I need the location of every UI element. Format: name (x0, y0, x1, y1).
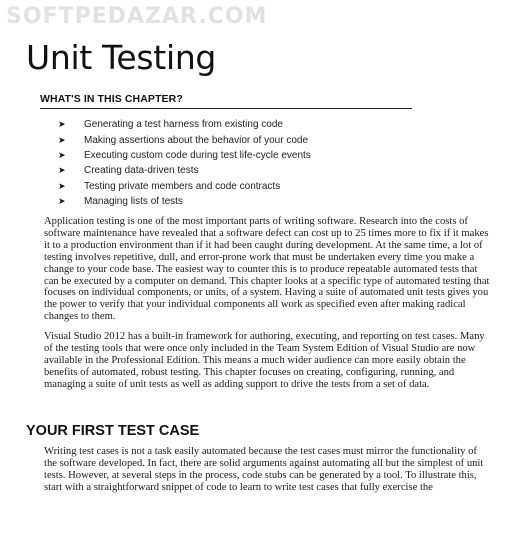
section-heading: YOUR FIRST TEST CASE (26, 423, 200, 439)
arrow-bullet-icon: ➤ (58, 196, 66, 207)
list-item (40, 117, 412, 132)
first-test-case-paragraph: Writing test cases is not a task easily automated because the test cases must mirror the functionality of the software developed. In fact, there are solid arguments against automating all but the simplest of unit tests. However, at several steps in the process, code stubs can be generated by a tool. To illustrate this, start with a straightforward snippet of code to learn to write test cases that fully exercise the (44, 446, 484, 493)
list-item-text: Creating data-driven tests (84, 165, 199, 177)
whats-in-chapter-box (40, 93, 412, 209)
list-item-text: Making assertions about the behavior of your code (84, 134, 309, 146)
arrow-bullet-icon: ➤ (58, 149, 66, 160)
intro-paragraph: Application testing is one of the most important parts of writing software. Research into the costs of software maintenance have revealed that a software defect can cost up to 25 times more to fix if it makes it to a production environment than if it had been caught during development. At the same time, a lot of testing involves repetitive, dull, and error-prone work that must be undertaken every time you make a change to your code base. The easiest way to counter this is to produce repeatable automated tests that can be executed by a computer on demand. This chapter looks at a specific type of automated testing that focuses on individual components, or units, of a system. Having a suite of automated unit tests gives you the power to verify that your individual components all work as specified even after making radical changes to them. (44, 216, 490, 323)
arrow-bullet-icon: ➤ (58, 119, 66, 130)
list-item-text: Managing lists of tests (84, 196, 183, 208)
list-item (40, 194, 412, 209)
visual-studio-paragraph: Visual Studio 2012 has a built-in framework for authoring, executing, and reporting on test cases. Many of the testing tools that were once only included in the Team System Edition of Visual Studio are now available in the Professional Edition. This means a much wider audience can more easily obtain the benefits of automated, robust testing. This chapter focuses on creating, configuring, running, and managing a suite of unit tests as well as adding support to drive the tests from a set of data. (44, 331, 485, 390)
arrow-bullet-icon: ➤ (58, 134, 66, 145)
list-item-text: Executing custom code during test life-cycle events (84, 149, 311, 161)
list-item-text: Generating a test harness from existing code (84, 119, 283, 131)
list-item-text: Testing private members and code contracts (84, 180, 281, 192)
list-item (40, 148, 412, 163)
chapter-title: Unit Testing (26, 38, 217, 77)
list-item (40, 132, 412, 147)
whats-in-heading: WHAT'S IN THIS CHAPTER? (40, 93, 412, 109)
list-item (40, 163, 412, 178)
list-item (40, 179, 412, 194)
watermark-text: SOFTPEDAZAR.COM (6, 4, 268, 29)
arrow-bullet-icon: ➤ (58, 180, 66, 191)
arrow-bullet-icon: ➤ (58, 165, 66, 176)
chapter-topics-list (40, 117, 412, 209)
